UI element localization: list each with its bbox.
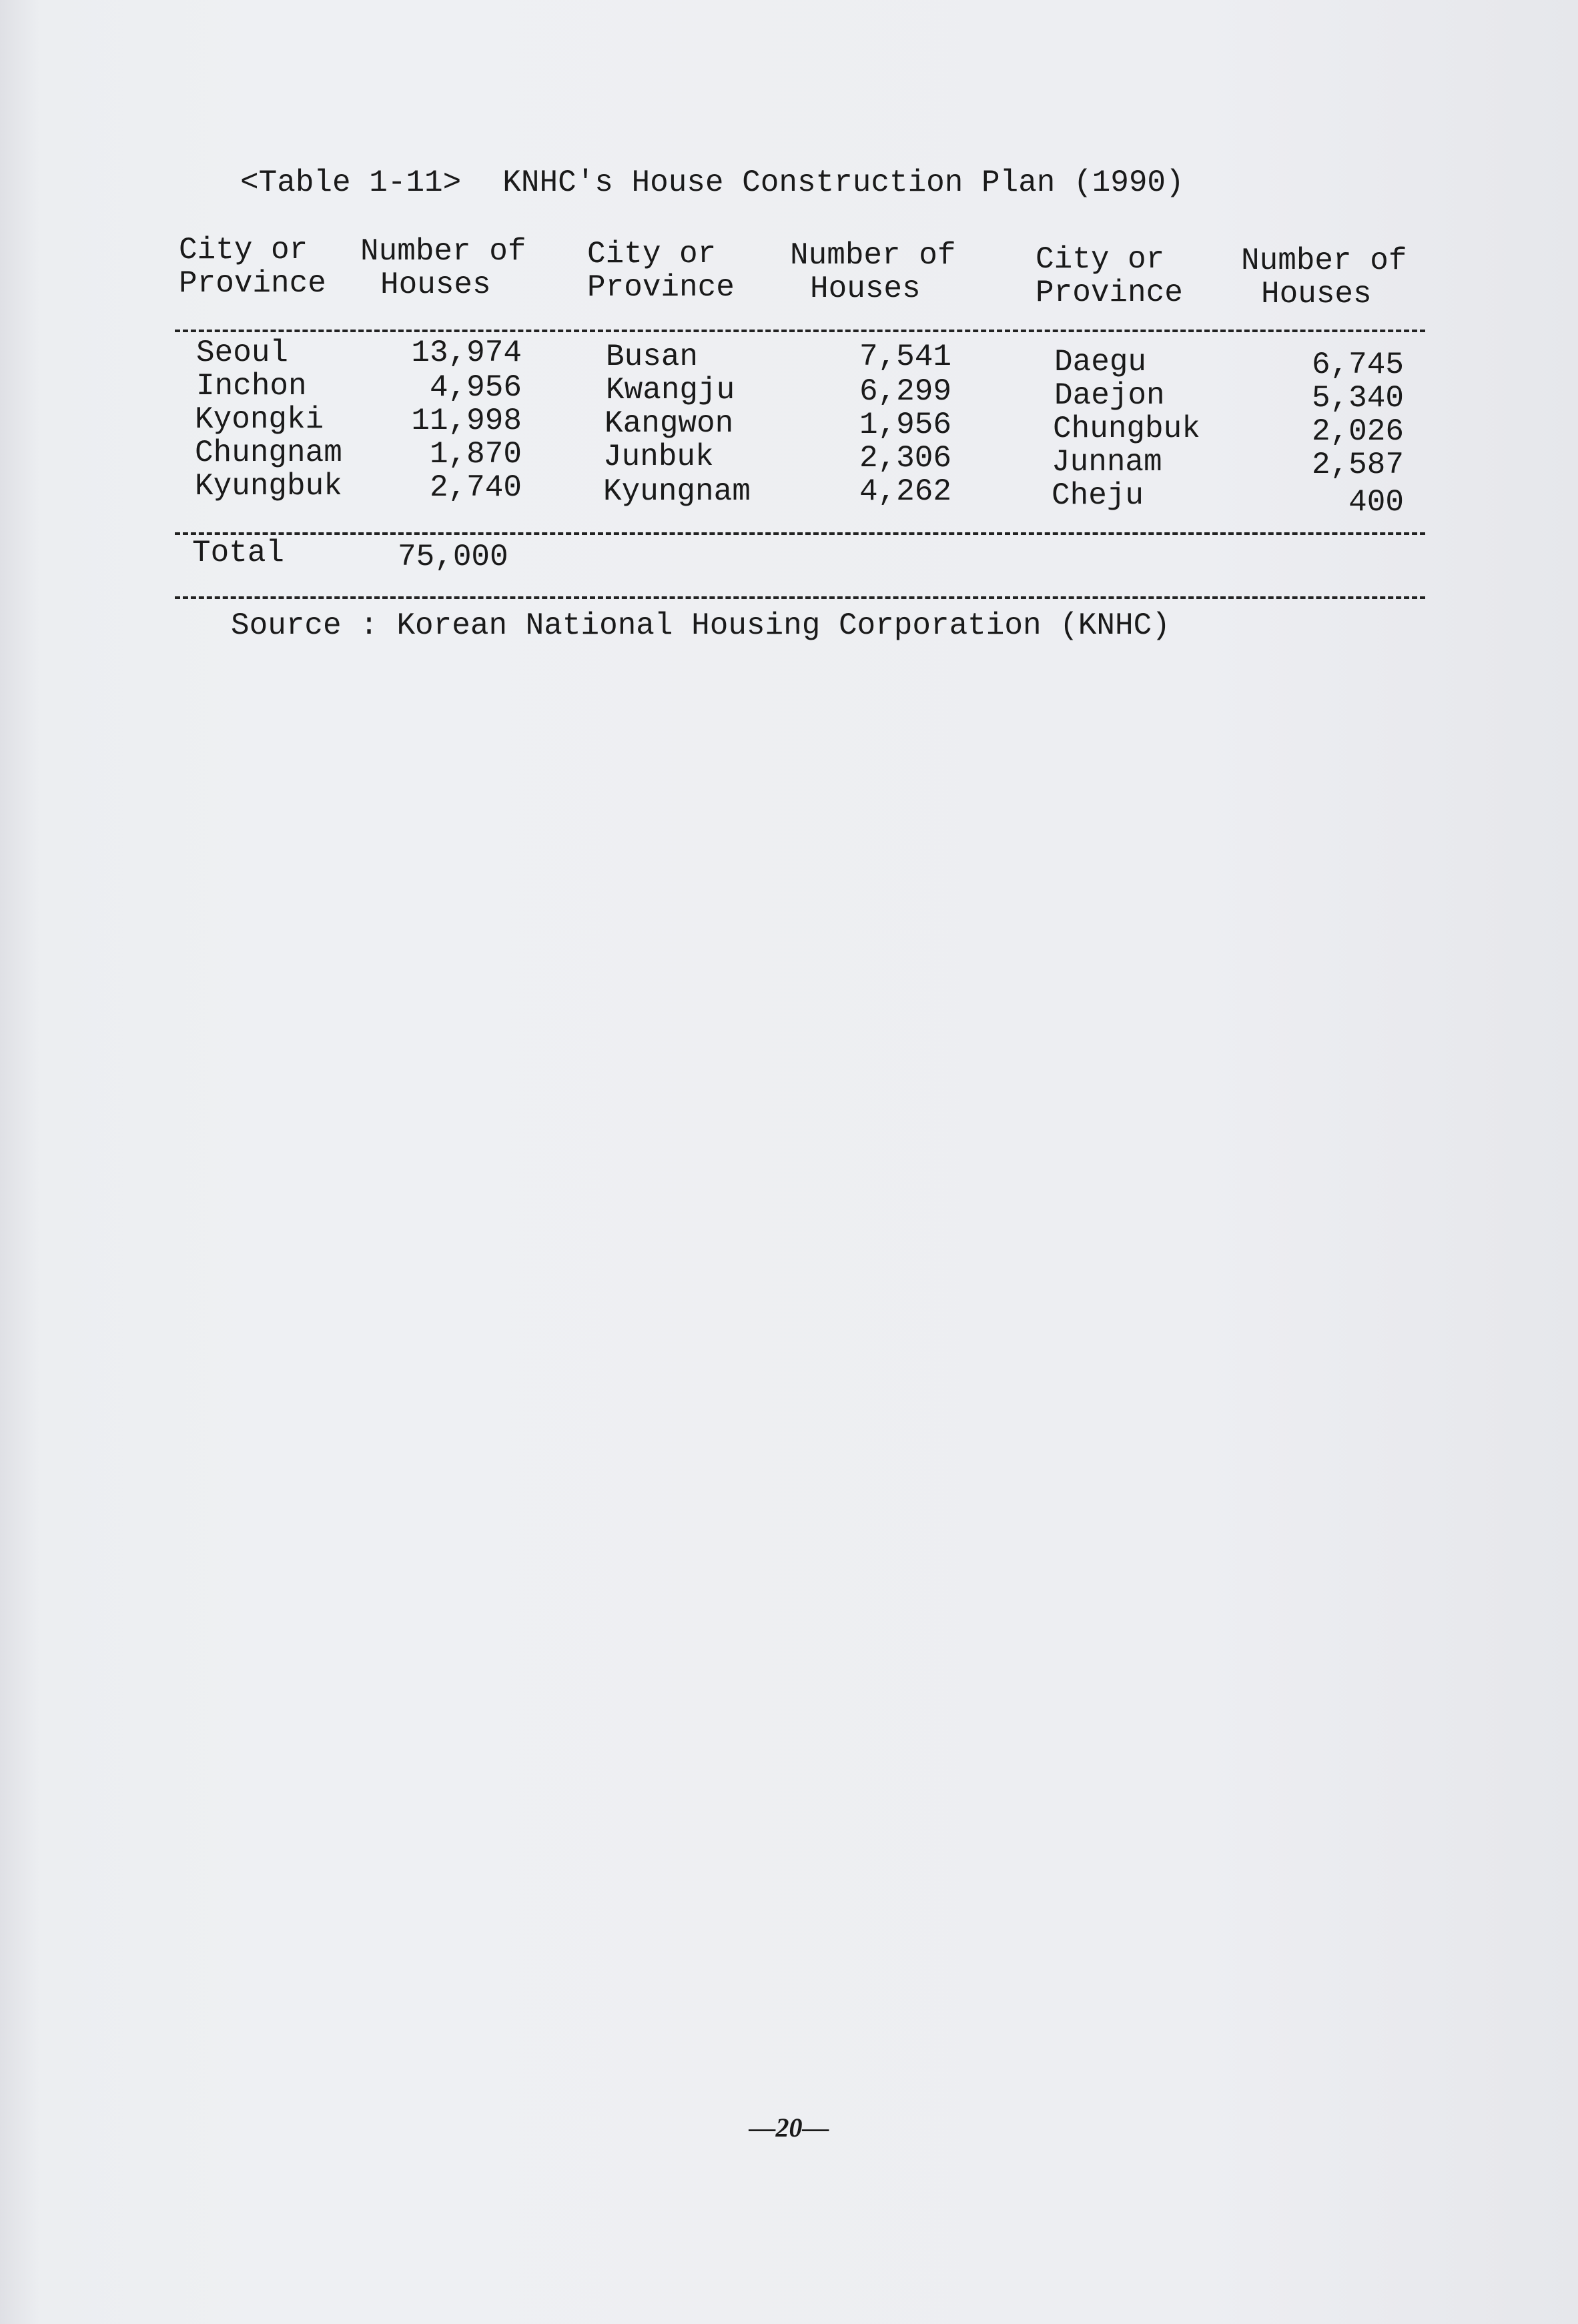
total-value: 75,000 [398, 540, 508, 574]
houses-cell: 4,956 [429, 370, 522, 405]
houses-cell: 5,340 [1311, 381, 1404, 416]
houses-cell: 1,956 [859, 408, 951, 442]
header-houses-2: Number of Houses [790, 238, 956, 306]
header-city-2: City or Province [587, 237, 735, 305]
houses-cell: 7,541 [859, 340, 951, 374]
city-cell: Busan [606, 340, 699, 374]
houses-cell: 2,026 [1311, 414, 1404, 449]
houses-cell: 2,740 [429, 470, 522, 505]
body-divider [175, 532, 1425, 535]
bleed-through-mark [447, 667, 1261, 707]
city-cell: Kyungbuk [195, 469, 342, 504]
table-caption [240, 165, 1184, 200]
city-cell: Kyongki [195, 402, 324, 437]
houses-cell: 6,745 [1311, 348, 1404, 382]
houses-cell: 1,870 [429, 437, 522, 472]
page-number: —20— [749, 2113, 829, 2143]
city-cell: Kangwon [605, 406, 734, 441]
city-cell: Cheju [1052, 478, 1144, 513]
total-label: Total [192, 536, 285, 570]
header-city-1: City or Province [179, 233, 326, 301]
header-houses-3: Number of Houses [1241, 243, 1407, 312]
header-city-3: City or Province [1036, 242, 1183, 310]
table-label: <Table 1-11> [240, 165, 462, 200]
houses-cell: 13,974 [411, 336, 522, 370]
city-cell: Daejon [1054, 378, 1165, 413]
houses-cell: 400 [1348, 485, 1404, 520]
city-cell: Chungbuk [1053, 412, 1200, 446]
houses-cell: 11,998 [411, 404, 522, 438]
city-cell: Seoul [196, 336, 289, 370]
houses-cell: 6,299 [859, 374, 951, 409]
table-title: KNHC's House Construction Plan (1990) [502, 165, 1184, 200]
city-cell: Junnam [1052, 445, 1162, 480]
city-cell: Kyungnam [603, 474, 751, 509]
houses-cell: 4,262 [859, 474, 951, 509]
header-divider [175, 330, 1425, 332]
city-cell: Chungnam [195, 436, 342, 470]
city-cell: Junbuk [603, 440, 714, 474]
header-houses-1: Number of Houses [360, 234, 526, 302]
city-cell: Inchon [196, 369, 307, 404]
table-source: Source : Korean National Housing Corporation (KNHC) [231, 608, 1170, 643]
houses-cell: 2,587 [1311, 448, 1404, 482]
city-cell: Daegu [1054, 345, 1147, 380]
footer-divider [175, 596, 1425, 599]
city-cell: Kwangju [606, 373, 735, 408]
houses-cell: 2,306 [859, 441, 951, 476]
